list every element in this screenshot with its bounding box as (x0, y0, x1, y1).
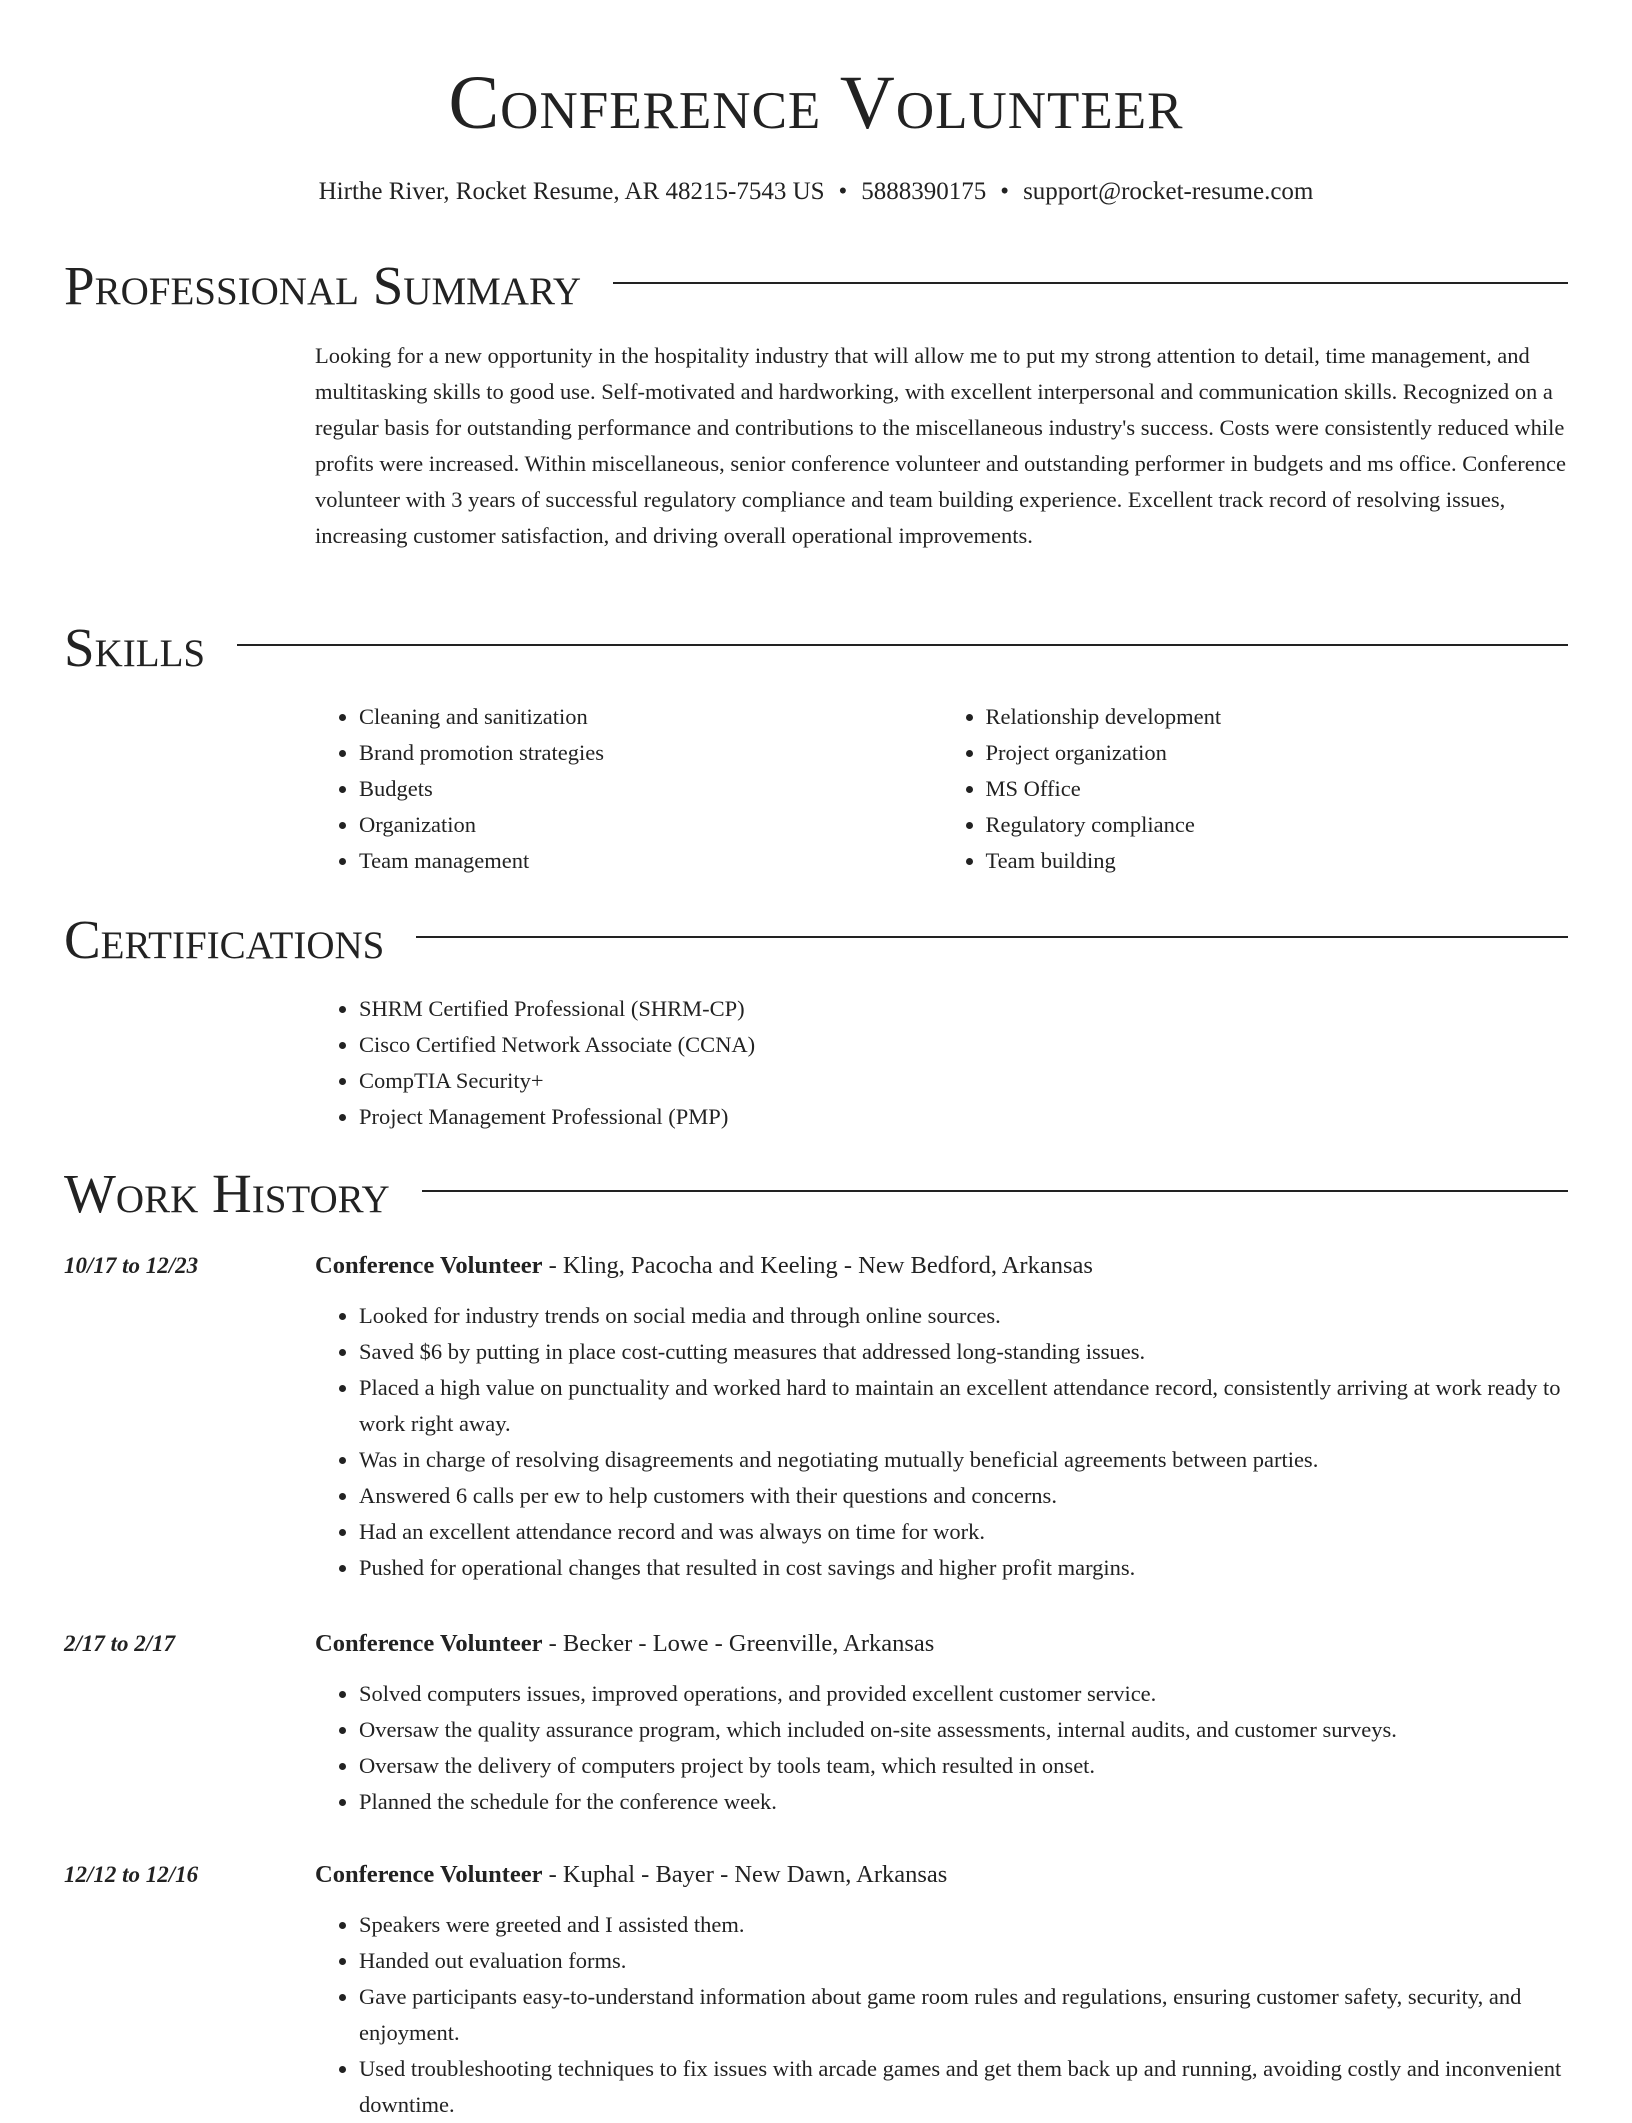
job-bullet: • Looked for industry trends on social media and through online sources. (359, 1298, 1568, 1334)
section-rule (422, 1190, 1568, 1192)
job-dates: 12/12 to 12/16 (64, 1862, 199, 1887)
candidate-name: Conference Volunteer (448, 61, 1184, 145)
summary-section-heading (64, 253, 1568, 319)
job-employer: - Kuphal - Bayer - New Dawn, Arkansas (542, 1861, 948, 1888)
job-bullet: • Gave participants easy-to-understand information about game room rules and regulations, ensuring customer safety, security, and enjoyment. (359, 1979, 1568, 2051)
job-dates: 2/17 to 2/17 (64, 1631, 176, 1656)
skill-item: • Regulatory compliance (986, 807, 1569, 843)
job-bullets (315, 1676, 1568, 1820)
skills-heading: Skills (64, 617, 206, 678)
skill-item: • Brand promotion strategies (359, 735, 942, 771)
job-bullet: • Had an excellent attendance record and was always on time for work. (359, 1514, 1568, 1550)
job-content (315, 1246, 1568, 1586)
work-history-section-heading (64, 1161, 1568, 1227)
address: Hirthe River, Rocket Resume, AR 48215-7543 US (318, 178, 825, 205)
job-bullet: • Planned the schedule for the conference week. (359, 1784, 1568, 1820)
job-bullet: • Was in charge of resolving disagreements and negotiating mutually beneficial agreements between parties. (359, 1442, 1568, 1478)
work-history-heading: Work History (64, 1163, 390, 1224)
job-title-line (315, 1624, 1568, 1664)
certifications-section-heading (64, 907, 1568, 973)
skill-item: • Team building (986, 843, 1569, 879)
job-bullet: • Handed out evaluation forms. (359, 1943, 1568, 1979)
email[interactable]: support@rocket-resume.com (1023, 178, 1314, 205)
job-dates: 10/17 to 12/23 (64, 1253, 199, 1278)
certification-item: • SHRM Certified Professional (SHRM-CP) (359, 991, 1568, 1027)
summary-text: Looking for a new opportunity in the hospitality industry that will allow me to put my strong attention to detail, time management, and multitasking skills to good use. Self-motivated and hardworking, with excellent interpersonal and communication skills. Recognized on a regular basis for outstanding performance and contributions to the miscellaneous industry's success. Costs were consistently reduced while profits were increased. Within miscellaneous, senior conference volunteer and outstanding performer in budgets and ms office. Conference volunteer with 3 years of successful regulatory compliance and team building experience. Excellent track record of resolving issues, increasing customer satisfaction, and driving overall operational improvements. (315, 343, 1566, 548)
certifications-heading: Certifications (64, 909, 385, 970)
contact-line (64, 172, 1568, 212)
skills-grid (315, 699, 1568, 879)
job-bullet: • Solved computers issues, improved operations, and provided excellent customer service. (359, 1676, 1568, 1712)
certification-item: • Cisco Certified Network Associate (CCNA) (359, 1027, 1568, 1063)
job-title-line (315, 1855, 1568, 1895)
section-rule (416, 936, 1568, 938)
job-bullet: • Answered 6 calls per ew to help customers with their questions and concerns. (359, 1478, 1568, 1514)
job-content (315, 1624, 1568, 1820)
job-title: Conference Volunteer (315, 1630, 543, 1657)
skill-item: • Budgets (359, 771, 942, 807)
job-bullet: • Speakers were greeted and I assisted them. (359, 1907, 1568, 1943)
job-employer: - Becker - Lowe - Greenville, Arkansas (542, 1630, 935, 1657)
job-bullets (315, 1907, 1568, 2123)
skill-item: • Cleaning and sanitization (359, 699, 942, 735)
phone: 5888390175 (861, 178, 987, 205)
skills-list-left (315, 699, 942, 879)
job-bullet: • Oversaw the delivery of computers project by tools team, which resulted in onset. (359, 1748, 1568, 1784)
section-rule (237, 644, 1568, 646)
section-rule (613, 282, 1568, 284)
certification-item: • Project Management Professional (PMP) (359, 1099, 1568, 1135)
skills-section-heading (64, 615, 1568, 681)
skill-item: • Relationship development (986, 699, 1569, 735)
job-content (315, 1855, 1568, 2123)
skill-item: • Project organization (986, 735, 1569, 771)
job-bullet: • Oversaw the quality assurance program, which included on-site assessments, internal audits, and customer surveys. (359, 1712, 1568, 1748)
skill-item: • Team management (359, 843, 942, 879)
certifications-body (315, 991, 1568, 1135)
job-bullets (315, 1298, 1568, 1586)
certifications-list (315, 991, 1568, 1135)
summary-heading: Professional Summary (64, 255, 582, 316)
job-title: Conference Volunteer (315, 1252, 543, 1279)
job-bullet: • Pushed for operational changes that resulted in cost savings and higher profit margins. (359, 1550, 1568, 1586)
job-title: Conference Volunteer (315, 1861, 543, 1888)
skill-item: • MS Office (986, 771, 1569, 807)
job-bullet: • Placed a high value on punctuality and worked hard to maintain an excellent attendance record, consistently arriving at work ready to work right away. (359, 1370, 1568, 1442)
job-title-line (315, 1246, 1568, 1286)
job-bullet: • Used troubleshooting techniques to fix issues with arcade games and get them back up and running, avoiding costly and inconvenient downtime. (359, 2051, 1568, 2123)
job-employer: - Kling, Pacocha and Keeling - New Bedford, Arkansas (542, 1252, 1093, 1279)
separator: • (838, 178, 848, 205)
skills-body (315, 699, 1568, 879)
skill-item: • Organization (359, 807, 942, 843)
skills-list-right (942, 699, 1569, 879)
summary-body (315, 338, 1568, 554)
separator: • (1000, 178, 1010, 205)
certification-item: • CompTIA Security+ (359, 1063, 1568, 1099)
job-bullet: • Saved $6 by putting in place cost-cutting measures that addressed long-standing issues. (359, 1334, 1568, 1370)
